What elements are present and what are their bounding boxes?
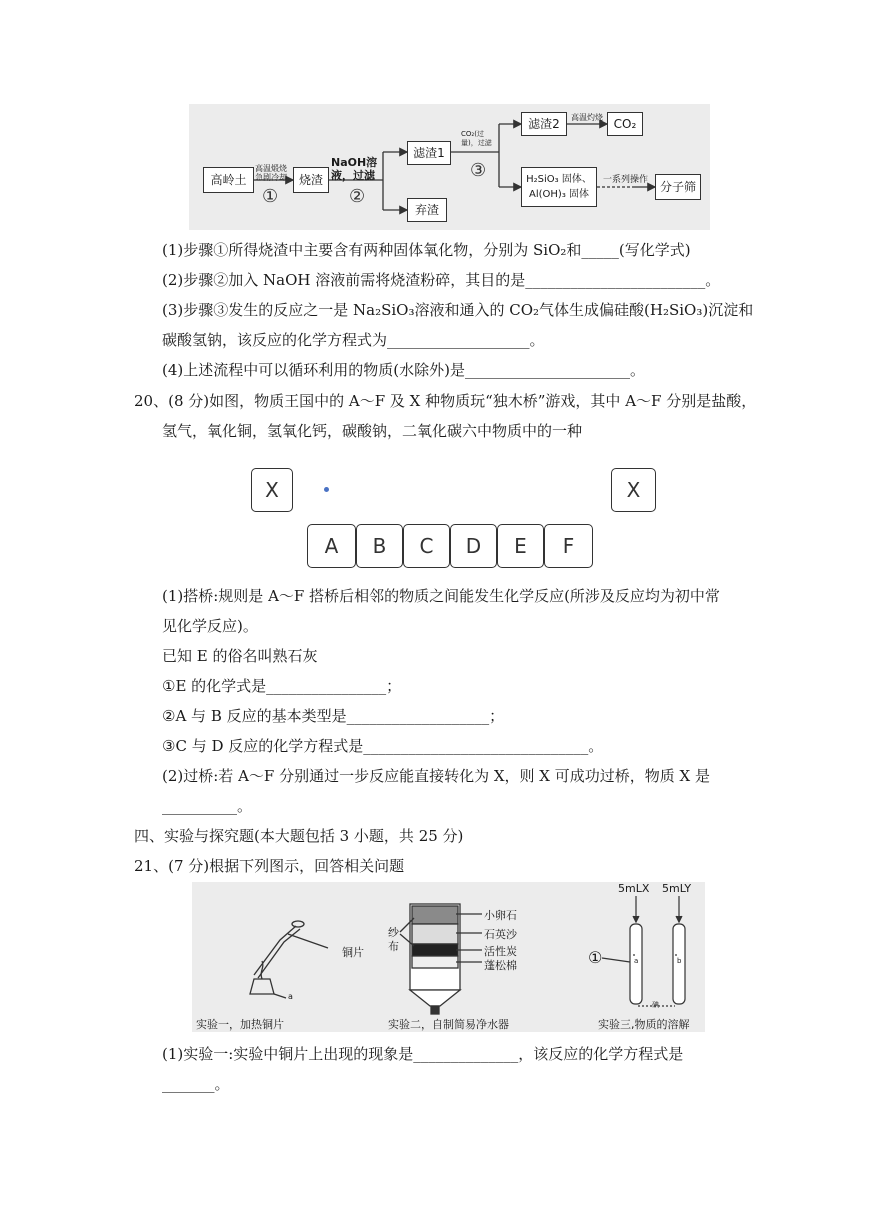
- q21-subq1-line1: (1)实验一:实验中铜片上出现的现象是______________，该反应的化学方程式是: [162, 1045, 684, 1063]
- x-box-right: X: [611, 468, 656, 512]
- q20-intro-line1: 20、(8 分)如图，物质王国中的 A～F 及 X 种物质玩“独木桥”游戏，其中 A～F 分别是盐酸，: [134, 392, 757, 410]
- slag-box: 烧渣: [293, 167, 329, 193]
- bridge-box-d: D: [450, 524, 497, 568]
- q20-question-e: ①E 的化学式是________________；: [162, 677, 402, 695]
- residue1-box: 滤渣1: [407, 141, 451, 165]
- q20-part2-line1: (2)过桥:若 A～F 分别通过一步反应能直接转化为 X，则 X 可成功过桥，物质 X 是: [162, 767, 710, 785]
- bridge-box-f: F: [544, 524, 593, 568]
- experiments-figure: [192, 882, 705, 1032]
- q20-question-cd: ③C 与 D 反应的化学方程式是______________________________。: [162, 737, 604, 755]
- step1-circle: ①: [262, 186, 279, 207]
- q19-subq1: (1)步骤①所得烧渣中主要含有两种固体氧化物，分别为 SiO₂和_____(写化学式): [162, 241, 691, 259]
- bridge-box-c: C: [403, 524, 450, 568]
- bridge-box-a: A: [307, 524, 356, 568]
- q20-part1-line2: 见化学反应)。: [162, 617, 258, 635]
- series-operations-label: 一系列操作: [603, 175, 649, 185]
- q19-subq3-line2: 碳酸氢钠，该反应的化学方程式为___________________。: [162, 331, 545, 349]
- caption-experiment-1: 实验一，加热铜片: [196, 1018, 284, 1031]
- q20-intro-line2: 氢气，氧化铜，氢氧化钙，碳酸钠，二氧化碳六中物质中的一种: [162, 422, 583, 440]
- bridge-box-e: E: [497, 524, 544, 568]
- step2-circle: ②: [349, 186, 366, 207]
- q20-question-ab: ②A 与 B 反应的基本类型是___________________；: [162, 707, 505, 725]
- molecular-sieve-box: 分子筛: [655, 174, 701, 200]
- caption-experiment-2: 实验二，自制简易净水器: [388, 1018, 509, 1031]
- step1-conditions: 高温煅烧 急剧冷却: [255, 164, 287, 182]
- q21-intro: 21、(7 分)根据下列图示，回答相关问题: [134, 857, 405, 875]
- q21-subq1-line2: _______。: [162, 1075, 230, 1093]
- q19-subq2: (2)步骤②加入 NaOH 溶液前需将烧渣粉碎，其目的是________________________。: [162, 271, 721, 289]
- step2-conditions: NaOH溶液，过滤: [331, 156, 378, 182]
- quartz-sand-label: 石英沙: [484, 928, 517, 941]
- discard-box: 弃渣: [407, 198, 447, 222]
- kaolin-box: 高岭土: [203, 167, 254, 193]
- dot-marker: [324, 487, 329, 492]
- volume-x-label: 5mLX: [618, 882, 650, 895]
- volume-y-label: 5mLY: [662, 882, 692, 895]
- activated-carbon-label: 活性炭: [484, 945, 517, 958]
- flame-a-label: a: [288, 992, 293, 1001]
- step3-circle: ③: [470, 160, 487, 181]
- q20-part2-line2: __________。: [162, 797, 253, 815]
- tube-a-label: a: [634, 957, 639, 965]
- pebble-label: 小卵石: [484, 909, 517, 922]
- q19-subq4: (4)上述流程中可以循环利用的物质(水除外)是______________________。: [162, 361, 645, 379]
- iodine-label: 碘: [652, 1001, 659, 1009]
- x-box-left: X: [251, 468, 293, 512]
- caption-experiment-3: 实验三,物质的溶解: [598, 1018, 690, 1031]
- residue2-box: 滤渣2: [521, 112, 567, 136]
- tube-circle-label: ①: [588, 948, 603, 967]
- experiments-drawing: [192, 882, 705, 1032]
- step3-conditions: CO₂(过量)，过滤: [461, 130, 492, 147]
- q20-part1-line1: (1)搭桥:规则是 A～F 搭桥后相邻的物质之间能发生化学反应(所涉及反应均为初中常: [162, 587, 720, 605]
- co2-box: CO₂: [607, 112, 643, 136]
- heat-conditions: 高温灼烧: [571, 113, 603, 122]
- copper-sheet-label: 铜片: [342, 946, 364, 959]
- q20-known: 已知 E 的俗名叫熟石灰: [162, 647, 318, 665]
- process-flow-figure: [189, 104, 710, 230]
- solids-line1: H₂SiO₃ 固体、: [526, 174, 592, 185]
- gauze-label: 纱: [388, 926, 399, 939]
- tube-b-label: b: [677, 957, 682, 965]
- q19-subq3-line1: (3)步骤③发生的反应之一是 Na₂SiO₃溶液和通入的 CO₂气体生成偏硅酸(H₂SiO₃)沉淀和: [162, 301, 754, 319]
- solids-box: [521, 167, 597, 207]
- solids-line2: Al(OH)₃ 固体: [529, 189, 589, 200]
- section4-heading: 四、实验与探究题(本大题包括 3 小题，共 25 分): [134, 827, 464, 845]
- cotton-label: 蓬松棉: [484, 959, 517, 972]
- bridge-box-b: B: [356, 524, 403, 568]
- gauze-label-2: 布: [388, 940, 399, 953]
